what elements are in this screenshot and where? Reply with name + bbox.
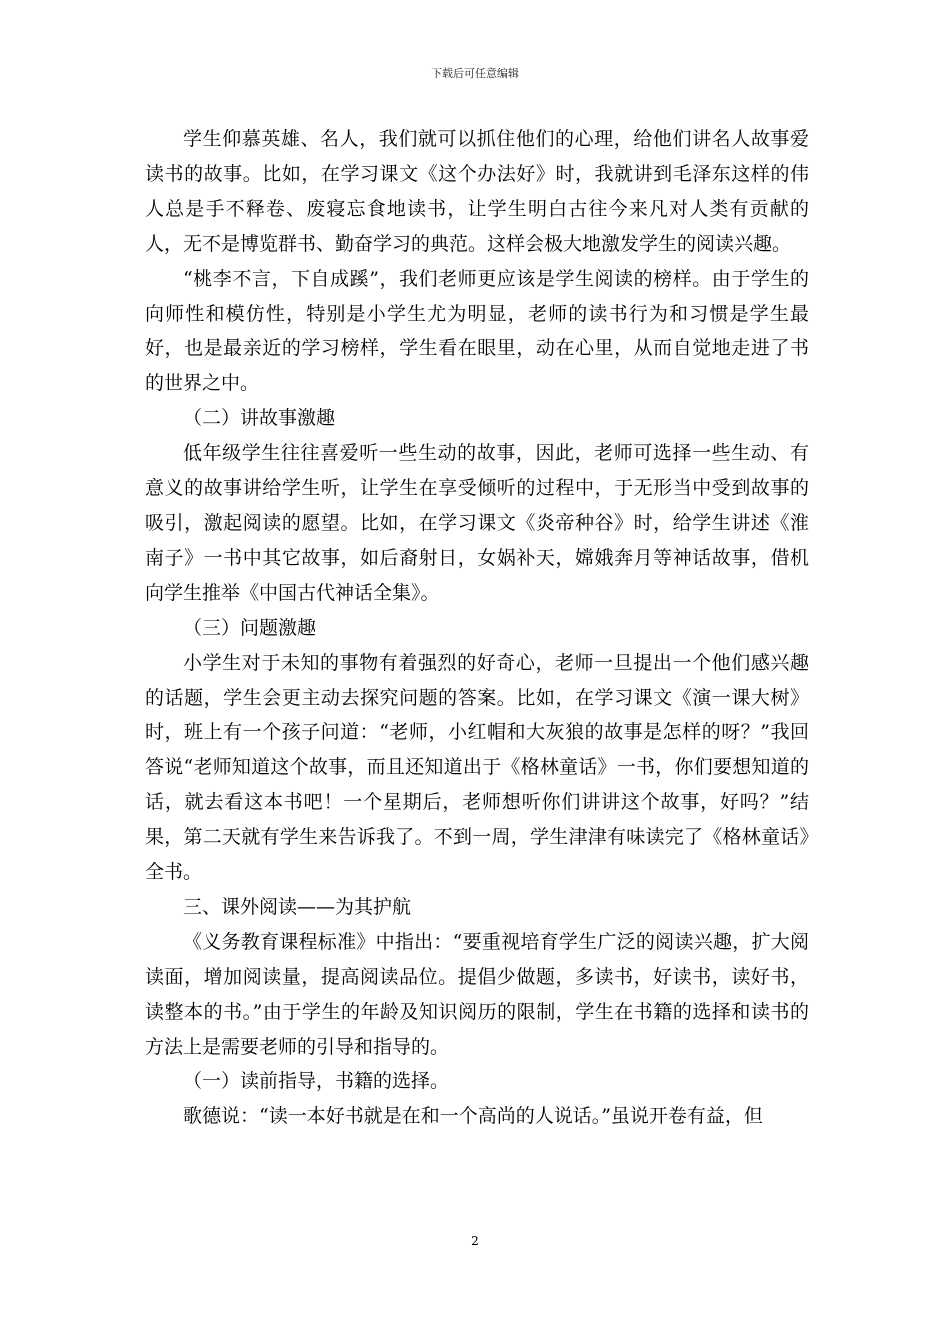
paragraph: 低年级学生往往喜爱听一些生动的故事，因此，老师可选择一些生动、有意义的故事讲给学生听，让学生在享受倾听的过程中，于无形当中受到故事的吸引，激起阅读的愿望。比如，在学习课文《炎帝种谷》时，给学生讲述《淮南子》一书中其它故事，如后裔射日，女娲补天，嫦娥奔月等神话故事，借机向学生推举《中国古代神话全集》。: [145, 442, 809, 604]
paragraph: 歌德说：“读一本好书就是在和一个高尚的人说话。”虽说开卷有益，但: [183, 1105, 763, 1128]
paragraph: 《义务教育课程标准》中指出：“要重视培育学生广泛的阅读兴趣，扩大阅读面，增加阅读量，提高阅读品位。提倡少做题，多读书，好读书，读好书，读整本的书。”由于学生的年龄及知识阅历的限制，学生在书籍的选择和读书的方法上是需要老师的引导和指导的。: [145, 930, 809, 1058]
paragraph: 小学生对于未知的事物有着强烈的好奇心，老师一旦提出一个他们感兴趣的话题，学生会更主动去探究问题的答案。比如，在学习课文《演一课大树》时，班上有一个孩子问道：“老师，小红帽和大灰狼的故事是怎样的呀？”我回答说“老师知道这个故事，而且还知道出于《格林童话》一书，你们要想知道的话，就去看这本书吧！一个星期后，老师想听你们讲讲这个故事，好吗？”结果，第二天就有学生来告诉我了。不到一周，学生津津有味读完了《格林童话》全书。: [145, 651, 809, 884]
page-number: 2: [471, 1234, 479, 1248]
section-heading: （三）问题激趣: [183, 616, 317, 639]
section-heading: 三、课外阅读——为其护航: [183, 895, 412, 918]
paragraph: “桃李不言，下自成蹊”，我们老师更应该是学生阅读的榜样。由于学生的向师性和模仿性，特别是小学生尤为明显，老师的读书行为和习惯是学生最好，也是最亲近的学习榜样，学生看在眼里，动在心里，从而自觉地走进了书的世界之中。: [145, 267, 809, 395]
section-heading: （一）读前指导，书籍的选择。: [183, 1070, 450, 1093]
body-text: [145, 122, 809, 1134]
paragraph: 学生仰慕英雄、名人，我们就可以抓住他们的心理，给他们讲名人故事爱读书的故事。比如，在学习课文《这个办法好》时，我就讲到毛泽东这样的伟人总是手不释卷、废寝忘食地读书，让学生明白古往今来凡对人类有贡献的人，无不是博览群书、勤奋学习的典范。这样会极大地激发学生的阅读兴趣。: [145, 128, 809, 255]
section-heading: （二）讲故事激趣: [183, 407, 336, 430]
header-note: 下载后可任意编辑: [431, 67, 519, 80]
